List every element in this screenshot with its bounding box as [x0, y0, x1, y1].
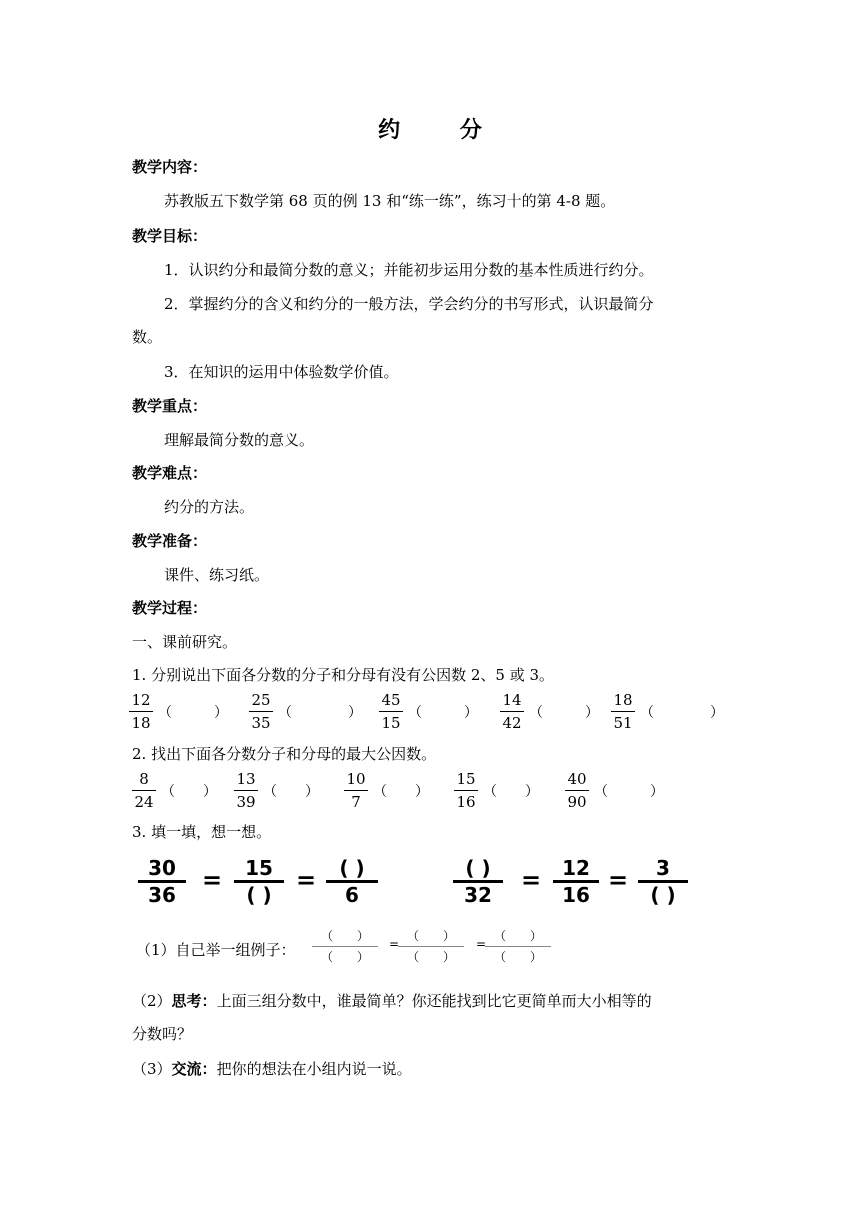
page-title: 约 分	[378, 117, 508, 143]
numerator[interactable]: ( )	[465, 856, 491, 880]
answer-blank[interactable]: （ ）	[278, 705, 362, 721]
think-text: 上面三组分数中，谁最简单？你还能找到比它更简单而大小相等的	[216, 992, 652, 1010]
equals-sign: =	[202, 866, 223, 894]
numerator: 12	[131, 691, 151, 709]
numerator: 8	[139, 770, 149, 788]
big-fraction	[553, 857, 599, 906]
content-heading: 教学内容：	[132, 158, 208, 176]
denominator: 90	[567, 793, 587, 811]
numerator: 30	[148, 856, 176, 880]
denominator: 6	[345, 883, 359, 907]
answer-blank[interactable]: （ ）	[594, 784, 664, 800]
denominator: 39	[236, 793, 256, 811]
equals-sign: =	[296, 866, 317, 894]
equals-sign: =	[389, 937, 400, 951]
numerator: 14	[502, 691, 522, 709]
prep-heading: 教学准备：	[132, 532, 208, 550]
content-text: 苏教版五下数学第 68 页的例 13 和“练一练”，练习十的第 4-8 题。	[164, 192, 616, 210]
question-1: 1. 分别说出下面各分数的分子和分母有没有公因数 2、5 或 3。	[132, 666, 555, 684]
denominator: 42	[502, 714, 522, 732]
answer-blank[interactable]: （ ）	[408, 705, 478, 721]
think-prefix: （2）	[132, 992, 172, 1010]
fraction	[249, 691, 273, 732]
difficulty-heading: 教学难点：	[132, 464, 208, 482]
numerator: 18	[613, 691, 633, 709]
think-cont: 分数吗？	[132, 1025, 193, 1043]
fraction	[234, 770, 258, 811]
fraction	[379, 691, 403, 732]
share-prefix: （3）	[132, 1060, 172, 1078]
denominator-blank[interactable]: （ ）	[320, 950, 369, 964]
numerator: 15	[245, 856, 273, 880]
equals-sign: =	[521, 866, 542, 894]
denominator[interactable]: ( )	[246, 883, 272, 907]
big-fraction	[234, 857, 284, 906]
example-fraction[interactable]	[398, 928, 464, 965]
share-text: 把你的想法在小组内说一说。	[216, 1060, 412, 1078]
key-heading: 教学重点：	[132, 397, 208, 415]
denominator: 16	[456, 793, 476, 811]
numerator: 45	[381, 691, 401, 709]
answer-blank[interactable]: （ ）	[529, 705, 599, 721]
denominator: 35	[251, 714, 271, 732]
numerator: 13	[236, 770, 256, 788]
prep-text: 课件、练习纸。	[164, 566, 270, 584]
big-fraction	[638, 857, 688, 906]
goal-1: 1．认识约分和最简分数的意义；并能初步运用分数的基本性质进行约分。	[164, 261, 654, 279]
fraction	[611, 691, 635, 732]
key-text: 理解最简分数的意义。	[164, 431, 315, 449]
big-fraction	[138, 857, 186, 906]
question-2: 2. 找出下面各分数分子和分母的最大公因数。	[132, 745, 437, 763]
example-label: （1）自己举一组例子：	[136, 941, 296, 959]
numerator: 25	[251, 691, 271, 709]
equals-sign: =	[608, 866, 629, 894]
denominator: 16	[562, 883, 590, 907]
denominator: 51	[613, 714, 633, 732]
numerator-blank[interactable]: （ ）	[406, 929, 455, 943]
denominator: 32	[464, 883, 492, 907]
fraction	[500, 691, 524, 732]
denominator: 24	[134, 793, 154, 811]
goal-2: 2．掌握约分的含义和约分的一般方法，学会约分的书写形式，认识最简分	[164, 295, 654, 313]
fraction	[454, 770, 478, 811]
answer-blank[interactable]: （ ）	[640, 705, 724, 721]
denominator: 36	[148, 883, 176, 907]
denominator-blank[interactable]: （ ）	[406, 950, 455, 964]
numerator: 10	[346, 770, 366, 788]
denominator-blank[interactable]: （ ）	[493, 950, 542, 964]
numerator: 15	[456, 770, 476, 788]
denominator: 18	[131, 714, 151, 732]
numerator: 12	[562, 856, 590, 880]
process-heading: 教学过程：	[132, 599, 208, 617]
share-line	[132, 1058, 412, 1079]
example-fraction[interactable]	[312, 928, 378, 965]
share-label: 交流：	[171, 1060, 217, 1078]
denominator: 15	[381, 714, 401, 732]
fraction	[565, 770, 589, 811]
difficulty-text: 约分的方法。	[164, 498, 255, 516]
numerator-blank[interactable]: （ ）	[320, 929, 369, 943]
step-1: 一、课前研究。	[132, 633, 238, 651]
numerator: 40	[567, 770, 587, 788]
answer-blank[interactable]: （ ）	[483, 784, 539, 800]
numerator-blank[interactable]: （ ）	[493, 929, 542, 943]
big-fraction	[326, 857, 378, 906]
big-fraction	[453, 857, 503, 906]
goal-heading: 教学目标：	[132, 227, 208, 245]
denominator[interactable]: ( )	[650, 883, 676, 907]
numerator[interactable]: ( )	[339, 856, 365, 880]
think-label: 思考：	[171, 992, 217, 1010]
goal-2-cont: 数。	[132, 328, 163, 346]
answer-blank[interactable]: （ ）	[263, 784, 319, 800]
answer-blank[interactable]: （ ）	[161, 784, 217, 800]
think-line	[132, 990, 652, 1011]
numerator: 3	[656, 856, 670, 880]
goal-3: 3．在知识的运用中体验数学价值。	[164, 363, 399, 381]
fraction	[129, 691, 153, 732]
answer-blank[interactable]: （ ）	[373, 784, 429, 800]
fraction	[344, 770, 368, 811]
fraction	[132, 770, 156, 811]
equals-sign: =	[476, 937, 487, 951]
answer-blank[interactable]: （ ）	[158, 705, 228, 721]
denominator: 7	[351, 793, 361, 811]
example-fraction[interactable]	[485, 928, 551, 965]
question-3: 3. 填一填，想一想。	[132, 823, 272, 841]
